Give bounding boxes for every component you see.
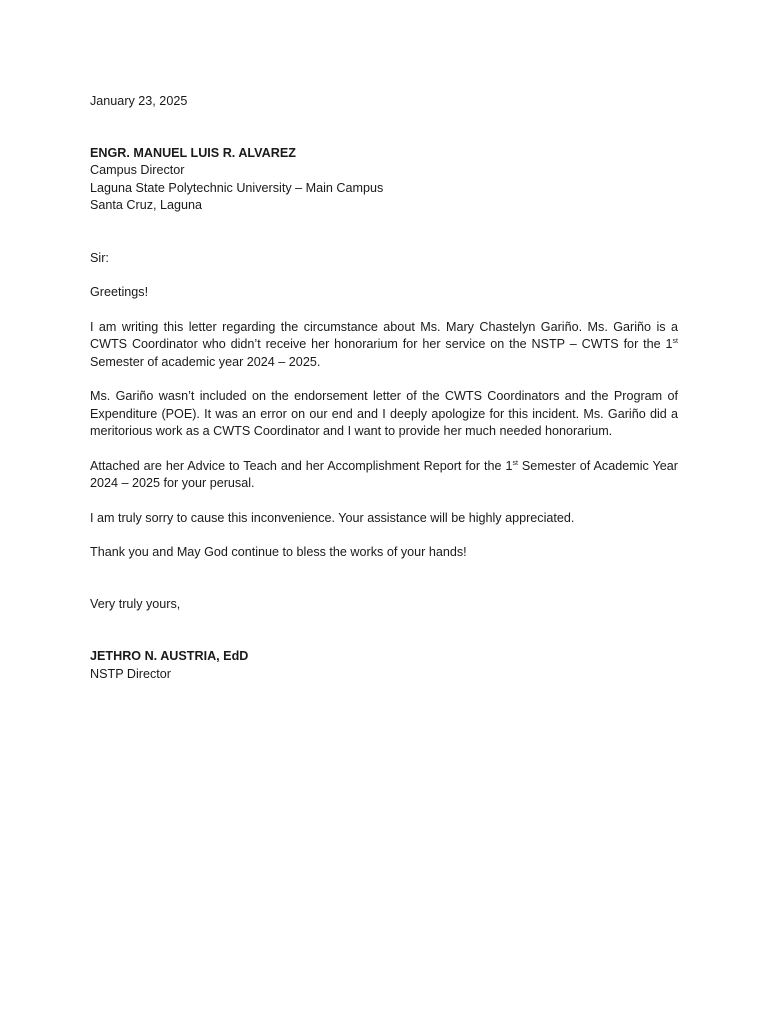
letter-page [90, 93, 678, 683]
body-paragraph-3-text: Attached are her Advice to Teach and her Accomplishment Report for the 1 [90, 458, 513, 473]
recipient-title: Campus Director [90, 163, 185, 177]
signatory-title: NSTP Director [90, 666, 171, 681]
body-paragraph-5: Thank you and May God continue to bless the works of your hands! [90, 545, 467, 559]
recipient-institution: Laguna State Polytechnic University – Main Campus [90, 180, 384, 195]
body-paragraph-3 [90, 458, 678, 493]
greeting: Greetings! [90, 285, 149, 299]
ordinal-suffix: st [512, 459, 518, 467]
recipient-address: Santa Cruz, Laguna [90, 198, 203, 212]
signature-block [90, 648, 678, 683]
body-paragraph-1 [90, 319, 678, 372]
ordinal-suffix: st [672, 337, 678, 345]
letter-date: January 23, 2025 [90, 94, 188, 108]
recipient-name: ENGR. MANUEL LUIS R. ALVAREZ [90, 145, 296, 160]
body-paragraph-1-text-end: Semester of academic year 2024 – 2025. [90, 354, 321, 369]
body-paragraph-4: I am truly sorry to cause this inconvenience. Your assistance will be highly appreciated. [90, 510, 575, 525]
recipient-block [90, 145, 678, 215]
body-paragraph-1-text: I am writing this letter regarding the circumstance about Ms. Mary Chastelyn Gariño. Ms. Gariño is a CWTS Coordinator who didn’t receive her honorarium for her service on the NSTP – CWTS for the 1 [90, 319, 678, 351]
body-paragraph-3-text-end: Semester of Academic Year 2024 – 2025 for your perusal. [90, 458, 678, 490]
signatory-name: JETHRO N. AUSTRIA, EdD [90, 649, 249, 663]
salutation: Sir: [90, 250, 109, 265]
closing: Very truly yours, [90, 596, 181, 611]
body-paragraph-2: Ms. Gariño wasn’t included on the endorsement letter of the CWTS Coordinators and the Program of Expenditure (POE). It was an error on our end and I deeply apologize for this incident. Ms. Gariño did a meritorious work as a CWTS Coordinator and I want to provide her much needed honorarium. [90, 389, 678, 438]
